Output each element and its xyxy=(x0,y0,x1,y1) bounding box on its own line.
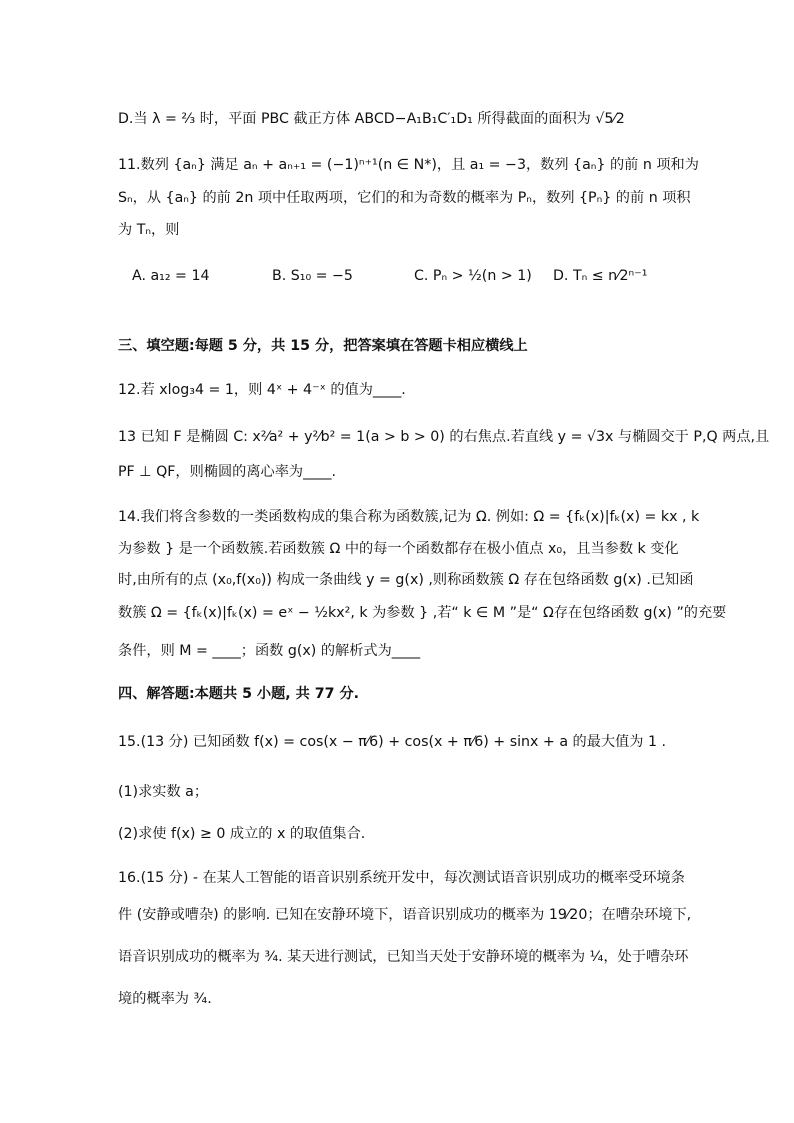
section-3-heading: 三、填空题:每题 5 分，共 15 分，把答案填在答题卡相应横线上 xyxy=(118,338,528,354)
q14-line-5: 条件，则 M = ____；函数 g(x) 的解析式为____ xyxy=(118,643,421,659)
q11-option-c: C. Pₙ > ½(n > 1) xyxy=(414,268,532,284)
q11-stem-line-2: Sₙ，从 {aₙ} 的前 2n 项中任取两项，它们的和为奇数的概率为 Pₙ，数列 {Pₙ} 的前 n 项积 xyxy=(118,190,691,206)
q11-stem-line-1: 11.数列 {aₙ} 满足 aₙ + aₙ₊₁ = (−1)ⁿ⁺¹(n ∈ N*)，且 a₁ = −3，数列 {aₙ} 的前 n 项和为 xyxy=(118,157,699,173)
q14-line-4: 数簇 Ω = {fₖ(x)|fₖ(x) = eˣ − ½kx², k 为参数 } ,若“ k ∈ M ”是“ Ω存在包络函数 g(x) ”的充要 xyxy=(118,605,727,621)
q10-option-d: D.当 λ = ²⁄₃ 时，平面 PBC 截正方体 ABCD−A₁B₁C′₁D₁ 所得截面的面积为 √5⁄2 xyxy=(118,111,625,127)
q14-line-2: 为参数 } 是一个函数簇.若函数簇 Ω 中的每一个函数都存在极小值点 x₀，且当参数 k 变化 xyxy=(118,541,679,557)
section-4-heading: 四、解答题:本题共 5 小题, 共 77 分. xyxy=(118,686,360,702)
q15-stem: 15.(13 分) 已知函数 f(x) = cos(x − π⁄6) + cos(x + π⁄6) + sinx + a 的最大值为 1 . xyxy=(118,734,667,750)
q16-line-2: 件 (安静或嘈杂) 的影响. 已知在安静环境下，语音识别成功的概率为 19⁄20；在嘈杂环境下, xyxy=(118,907,692,923)
q11-option-d: D. Tₙ ≤ n⁄2ⁿ⁻¹ xyxy=(553,268,648,284)
q11-option-a: A. a₁₂ = 14 xyxy=(132,268,210,284)
q14-line-3: 时,由所有的点 (x₀,f(x₀)) 构成一条曲线 y = g(x) ,则称函数簇 Ω 存在包络函数 g(x) .已知函 xyxy=(118,572,694,588)
q12: 12.若 xlog₃4 = 1，则 4ˣ + 4⁻ˣ 的值为____. xyxy=(118,382,406,398)
q15-part-1: (1)求实数 a； xyxy=(118,784,209,800)
q16-line-3: 语音识别成功的概率为 ³⁄₄. 某天进行测试，已知当天处于安静环境的概率为 ¹⁄₄，处于嘈杂环 xyxy=(118,949,689,965)
q16-line-4: 境的概率为 ³⁄₄. xyxy=(118,991,212,1007)
q11-stem-line-3: 为 Tₙ，则 xyxy=(118,222,180,238)
q16-line-1: 16.(15 分) - 在某人工智能的语音识别系统开发中，每次测试语音识别成功的概率受环境条 xyxy=(118,870,685,886)
q13-line-2: PF ⊥ QF，则椭圆的离心率为____. xyxy=(118,464,336,480)
q13-line-1: 13 已知 F 是椭圆 C: x²⁄a² + y²⁄b² = 1(a > b > 0) 的右焦点.若直线 y = √3x 与椭圆交于 P,Q 两点,且 xyxy=(118,429,770,445)
q11-option-b: B. S₁₀ = −5 xyxy=(272,268,353,284)
q15-part-2: (2)求使 f(x) ≥ 0 成立的 x 的取值集合. xyxy=(118,826,366,842)
q14-line-1: 14.我们将含参数的一类函数构成的集合称为函数簇,记为 Ω. 例如: Ω = {fₖ(x)|fₖ(x) = kx , k xyxy=(118,509,700,525)
